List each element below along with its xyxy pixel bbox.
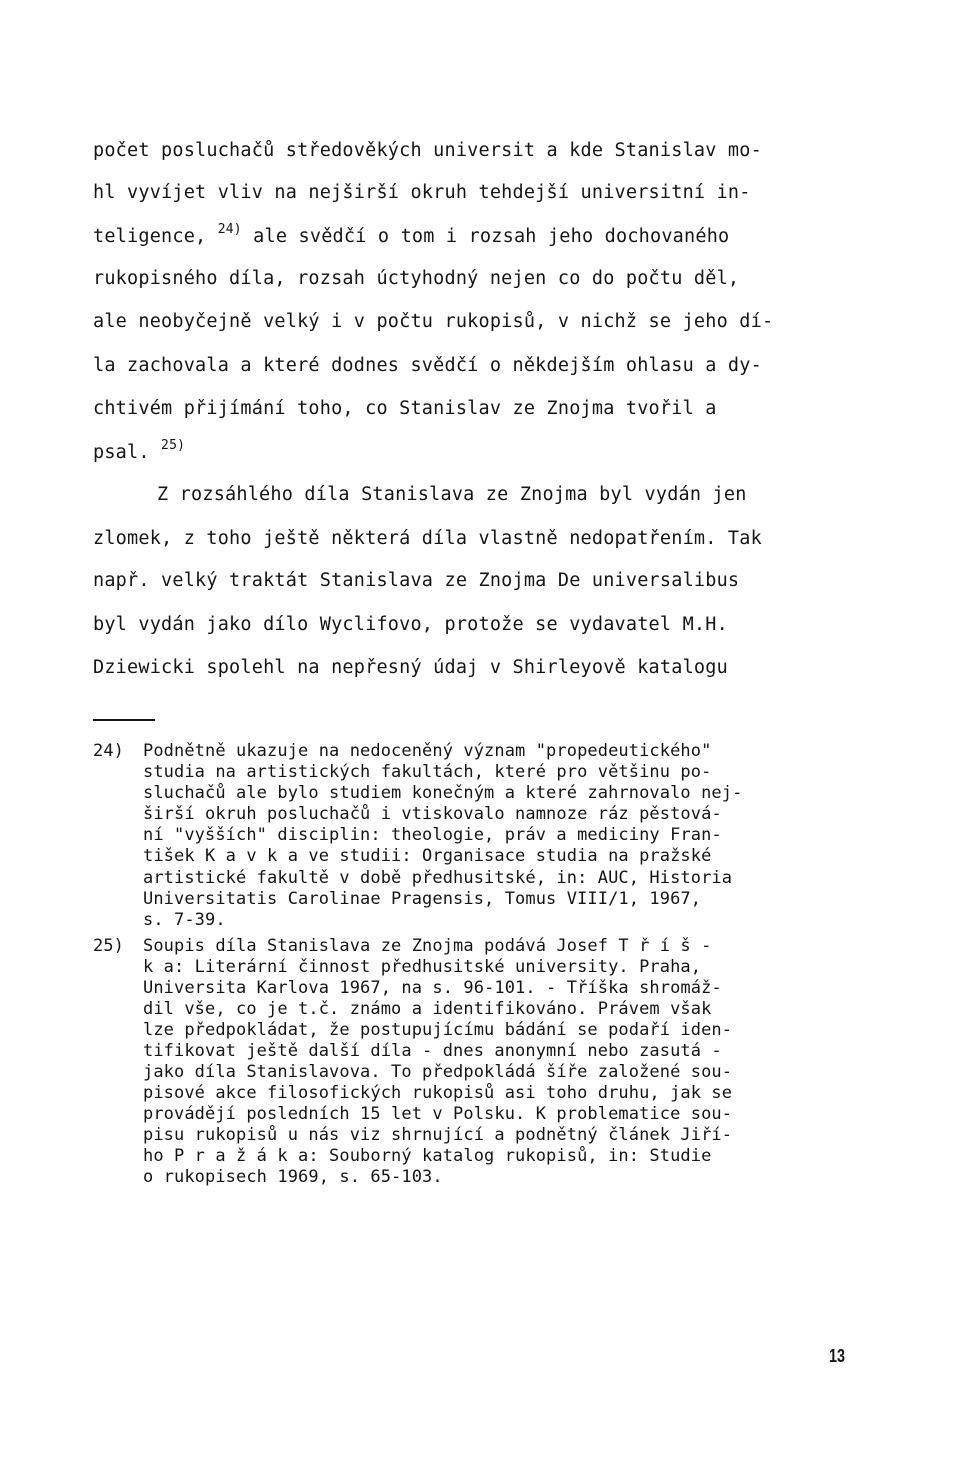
body-line <box>93 221 730 247</box>
footnote-line: pisu rukopisů u nás viz shrnující a podnětný článek Jiří- <box>143 1125 733 1145</box>
body-text-fragment: psal. <box>93 442 150 463</box>
body-text-fragment: ale svědčí o tom i rozsah jeho dochovaného <box>253 226 730 247</box>
footnote-line: tifikovat ještě další díla - dnes anonymní nebo zasutá - <box>143 1041 722 1061</box>
footnote-ref-24: 24) <box>217 221 242 237</box>
body-line: byl vydán jako dílo Wyclifovo, protože se vydavatel M.H. <box>93 614 728 635</box>
footnote-line: lze předpokládat, že postupujícímu bádání se podaří iden- <box>143 1020 733 1040</box>
body-line: hl vyvíjet vliv na nejširší okruh tehdejší universitní in- <box>93 182 751 203</box>
footnote-line: širší okruh posluchačů i vtiskovalo namnoze ráz pěstová- <box>143 804 722 824</box>
footnote-number: 24) <box>93 741 125 761</box>
body-line: la zachovala a které dodnes svědčí o někdejším ohlasu a dy- <box>93 355 762 376</box>
footnote-line: jako díla Stanislavova. To předpokládá šíře založené sou- <box>143 1062 733 1082</box>
footnote-line: Universita Karlova 1967, na s. 96-101. - Tříška shromáž- <box>143 978 722 998</box>
body-line: chtivém přijímání toho, co Stanislav ze Znojma tvořil a <box>93 398 717 419</box>
footnote-line: ní "vyšších" disciplin: theologie, práv a mediciny Fran- <box>143 825 722 845</box>
footnote-line: ho P r a ž á k a: Souborný katalog rukopisů, in: Studie <box>143 1146 712 1166</box>
footnote-line: pisové akce filosofických rukopisů asi toho druhu, jak se <box>143 1083 733 1103</box>
footnote-number: 25) <box>93 936 125 956</box>
body-line: Z rozsáhlého díla Stanislava ze Znojma byl vydán jen <box>157 484 747 505</box>
footnote-line: tišek K a v k a ve studii: Organisace studia na pražské <box>143 846 712 866</box>
footnote-text: Soupis díla Stanislava ze Znojma podává Josef T ř í š - <box>143 936 712 956</box>
footnote-line: k a: Literární činnost předhusitské university. Praha, <box>143 957 702 977</box>
footnote-line: s. 7-39. <box>143 910 226 930</box>
footnote-line: sluchačů ale bylo studiem konečným a které zahrnovalo nej- <box>143 783 743 803</box>
body-line: rukopisného díla, rozsah úctyhodný nejen co do počtu děl, <box>93 268 740 289</box>
body-line <box>93 437 186 463</box>
footnote-line: studia na artistických fakultách, které pro většinu po- <box>143 762 712 782</box>
footnote-ref-25: 25) <box>161 437 186 453</box>
footnote-separator <box>93 719 155 721</box>
footnote-line: dil vše, co je t.č. známo a identifikováno. Právem však <box>143 999 712 1019</box>
footnote-text: Podnětně ukazuje na nedoceněný význam "propedeutického" <box>143 741 712 761</box>
footnote-line: artistické fakultě v době předhusitské, in: AUC, Historia <box>143 868 733 888</box>
body-line: Dziewicki spolehl na nepřesný údaj v Shirleyově katalogu <box>93 657 728 678</box>
footnote-line: o rukopisech 1969, s. 65-103. <box>143 1167 443 1187</box>
page-number: 13 <box>829 1346 846 1366</box>
footnote-line <box>93 741 711 761</box>
body-line: zlomek, z toho ještě některá díla vlastně nedopatřením. Tak <box>93 528 762 549</box>
body-text-fragment: teligence, <box>93 226 207 247</box>
footnote-line: Universitatis Carolinae Pragensis, Tomus VIII/1, 1967, <box>143 889 702 909</box>
footnote-line: provádějí posledních 15 let v Polsku. K problematice sou- <box>143 1104 733 1124</box>
footnote-line <box>93 936 711 956</box>
body-line: ale neobyčejně velký i v počtu rukopisů, v nichž se jeho dí- <box>93 311 774 332</box>
body-line: např. velký traktát Stanislava ze Znojma De universalibus <box>93 570 740 591</box>
body-line: počet posluchačů středověkých universit a kde Stanislav mo- <box>93 140 762 161</box>
